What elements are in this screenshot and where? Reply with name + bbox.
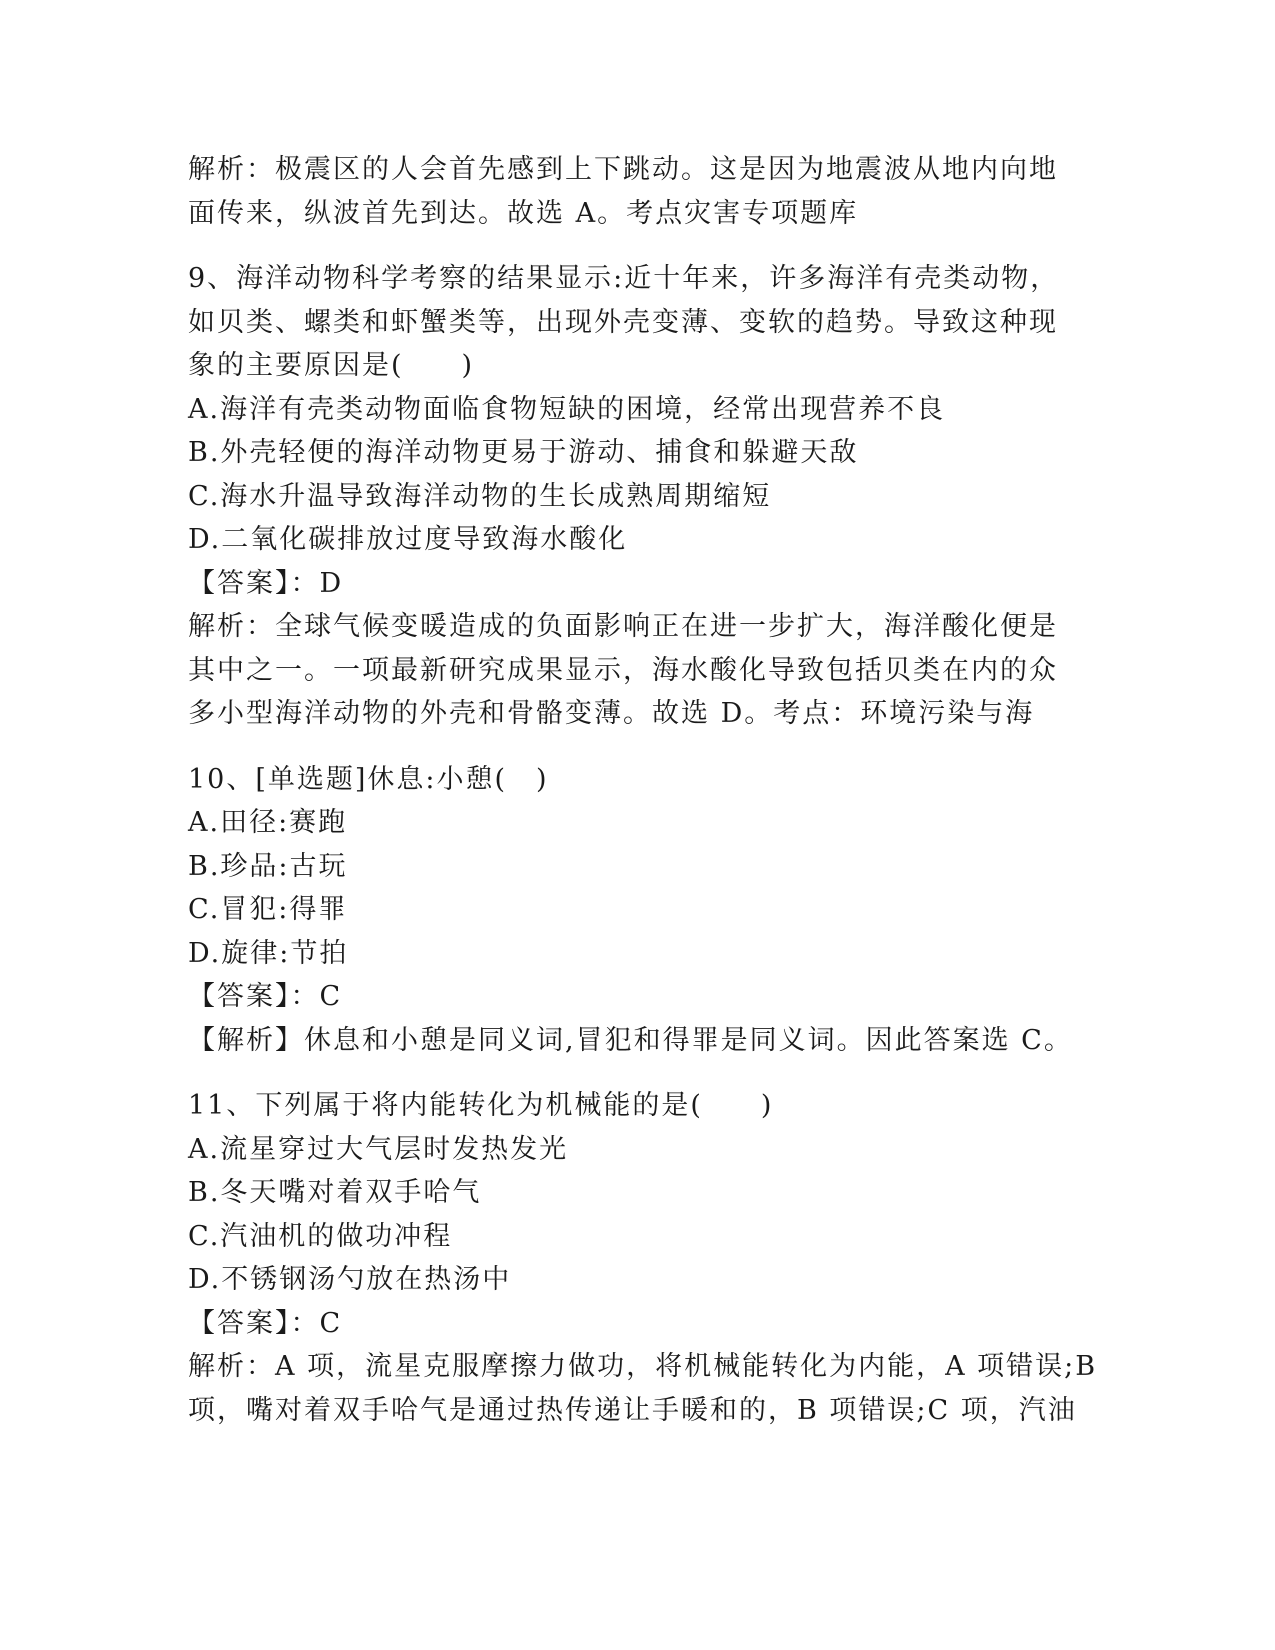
question-text: 11、下列属于将内能转化为机械能的是( ) [188, 1090, 774, 1121]
spacer [188, 235, 1088, 257]
explanation-line: 解析：极震区的人会首先感到上下跳动。这是因为地震波从地内向地 [188, 154, 1058, 185]
explanation-line: 面传来，纵波首先到达。故选 A。考点灾害专项题库 [188, 197, 859, 229]
question-text: 象的主要原因是( ) [188, 350, 475, 381]
option-b: B.冬天嘴对着双手哈气 [188, 1177, 482, 1208]
option-c: C.冒犯:得罪 [188, 894, 348, 925]
question-11 [188, 1084, 1098, 1432]
explanation-line: 解析：全球气候变暖造成的负面影响正在进一步扩大，海洋酸化便是 [188, 611, 1058, 642]
answer: 【答案】：D [188, 567, 344, 599]
spacer [188, 736, 1088, 758]
option-d: D.旋律:节拍 [188, 937, 349, 969]
answer: 【答案】：C [188, 1307, 343, 1339]
explanation-line: 【解析】休息和小憩是同义词,冒犯和得罪是同义词。因此答案选 C。 [188, 1024, 1073, 1056]
explanation-line: 其中之一。一项最新研究成果显示，海水酸化导致包括贝类在内的众 [188, 654, 1058, 686]
option-d: D.二氧化碳排放过度导致海水酸化 [188, 524, 628, 555]
option-a: A.海洋有壳类动物面临食物短缺的困境，经常出现营养不良 [188, 393, 946, 425]
q8-explanation [188, 148, 1088, 235]
answer: 【答案】：C [188, 981, 343, 1012]
explanation-line: 项，嘴对着双手哈气是通过热传递让手暖和的，B 项错误;C 项，汽油 [188, 1394, 1077, 1426]
document-page [188, 148, 1098, 1432]
option-c: C.汽油机的做功冲程 [188, 1220, 453, 1252]
option-c: C.海水升温导致海洋动物的生长成熟周期缩短 [188, 480, 772, 512]
option-d: D.不锈钢汤勺放在热汤中 [188, 1264, 512, 1295]
question-text: 10、[单选题]休息:小憩( ) [188, 763, 549, 795]
question-text: 9、海洋动物科学考察的结果显示:近十年来，许多海洋有壳类动物， [188, 263, 1060, 294]
option-b: B.珍品:古玩 [188, 850, 348, 882]
option-b: B.外壳轻便的海洋动物更易于游动、捕食和躲避天敌 [188, 437, 859, 468]
question-text: 如贝类、螺类和虾蟹类等，出现外壳变薄、变软的趋势。导致这种现 [188, 306, 1058, 338]
question-10 [188, 758, 1088, 1063]
explanation-line: 多小型海洋动物的外壳和骨骼变薄。故选 D。考点：环境污染与海 [188, 698, 1035, 729]
question-9 [188, 257, 1088, 736]
option-a: A.流星穿过大气层时发热发光 [188, 1133, 569, 1165]
explanation-line: 解析：A 项，流星克服摩擦力做功，将机械能转化为内能，A 项错误;B [188, 1351, 1098, 1382]
option-a: A.田径:赛跑 [188, 807, 348, 838]
spacer [188, 1062, 1088, 1084]
